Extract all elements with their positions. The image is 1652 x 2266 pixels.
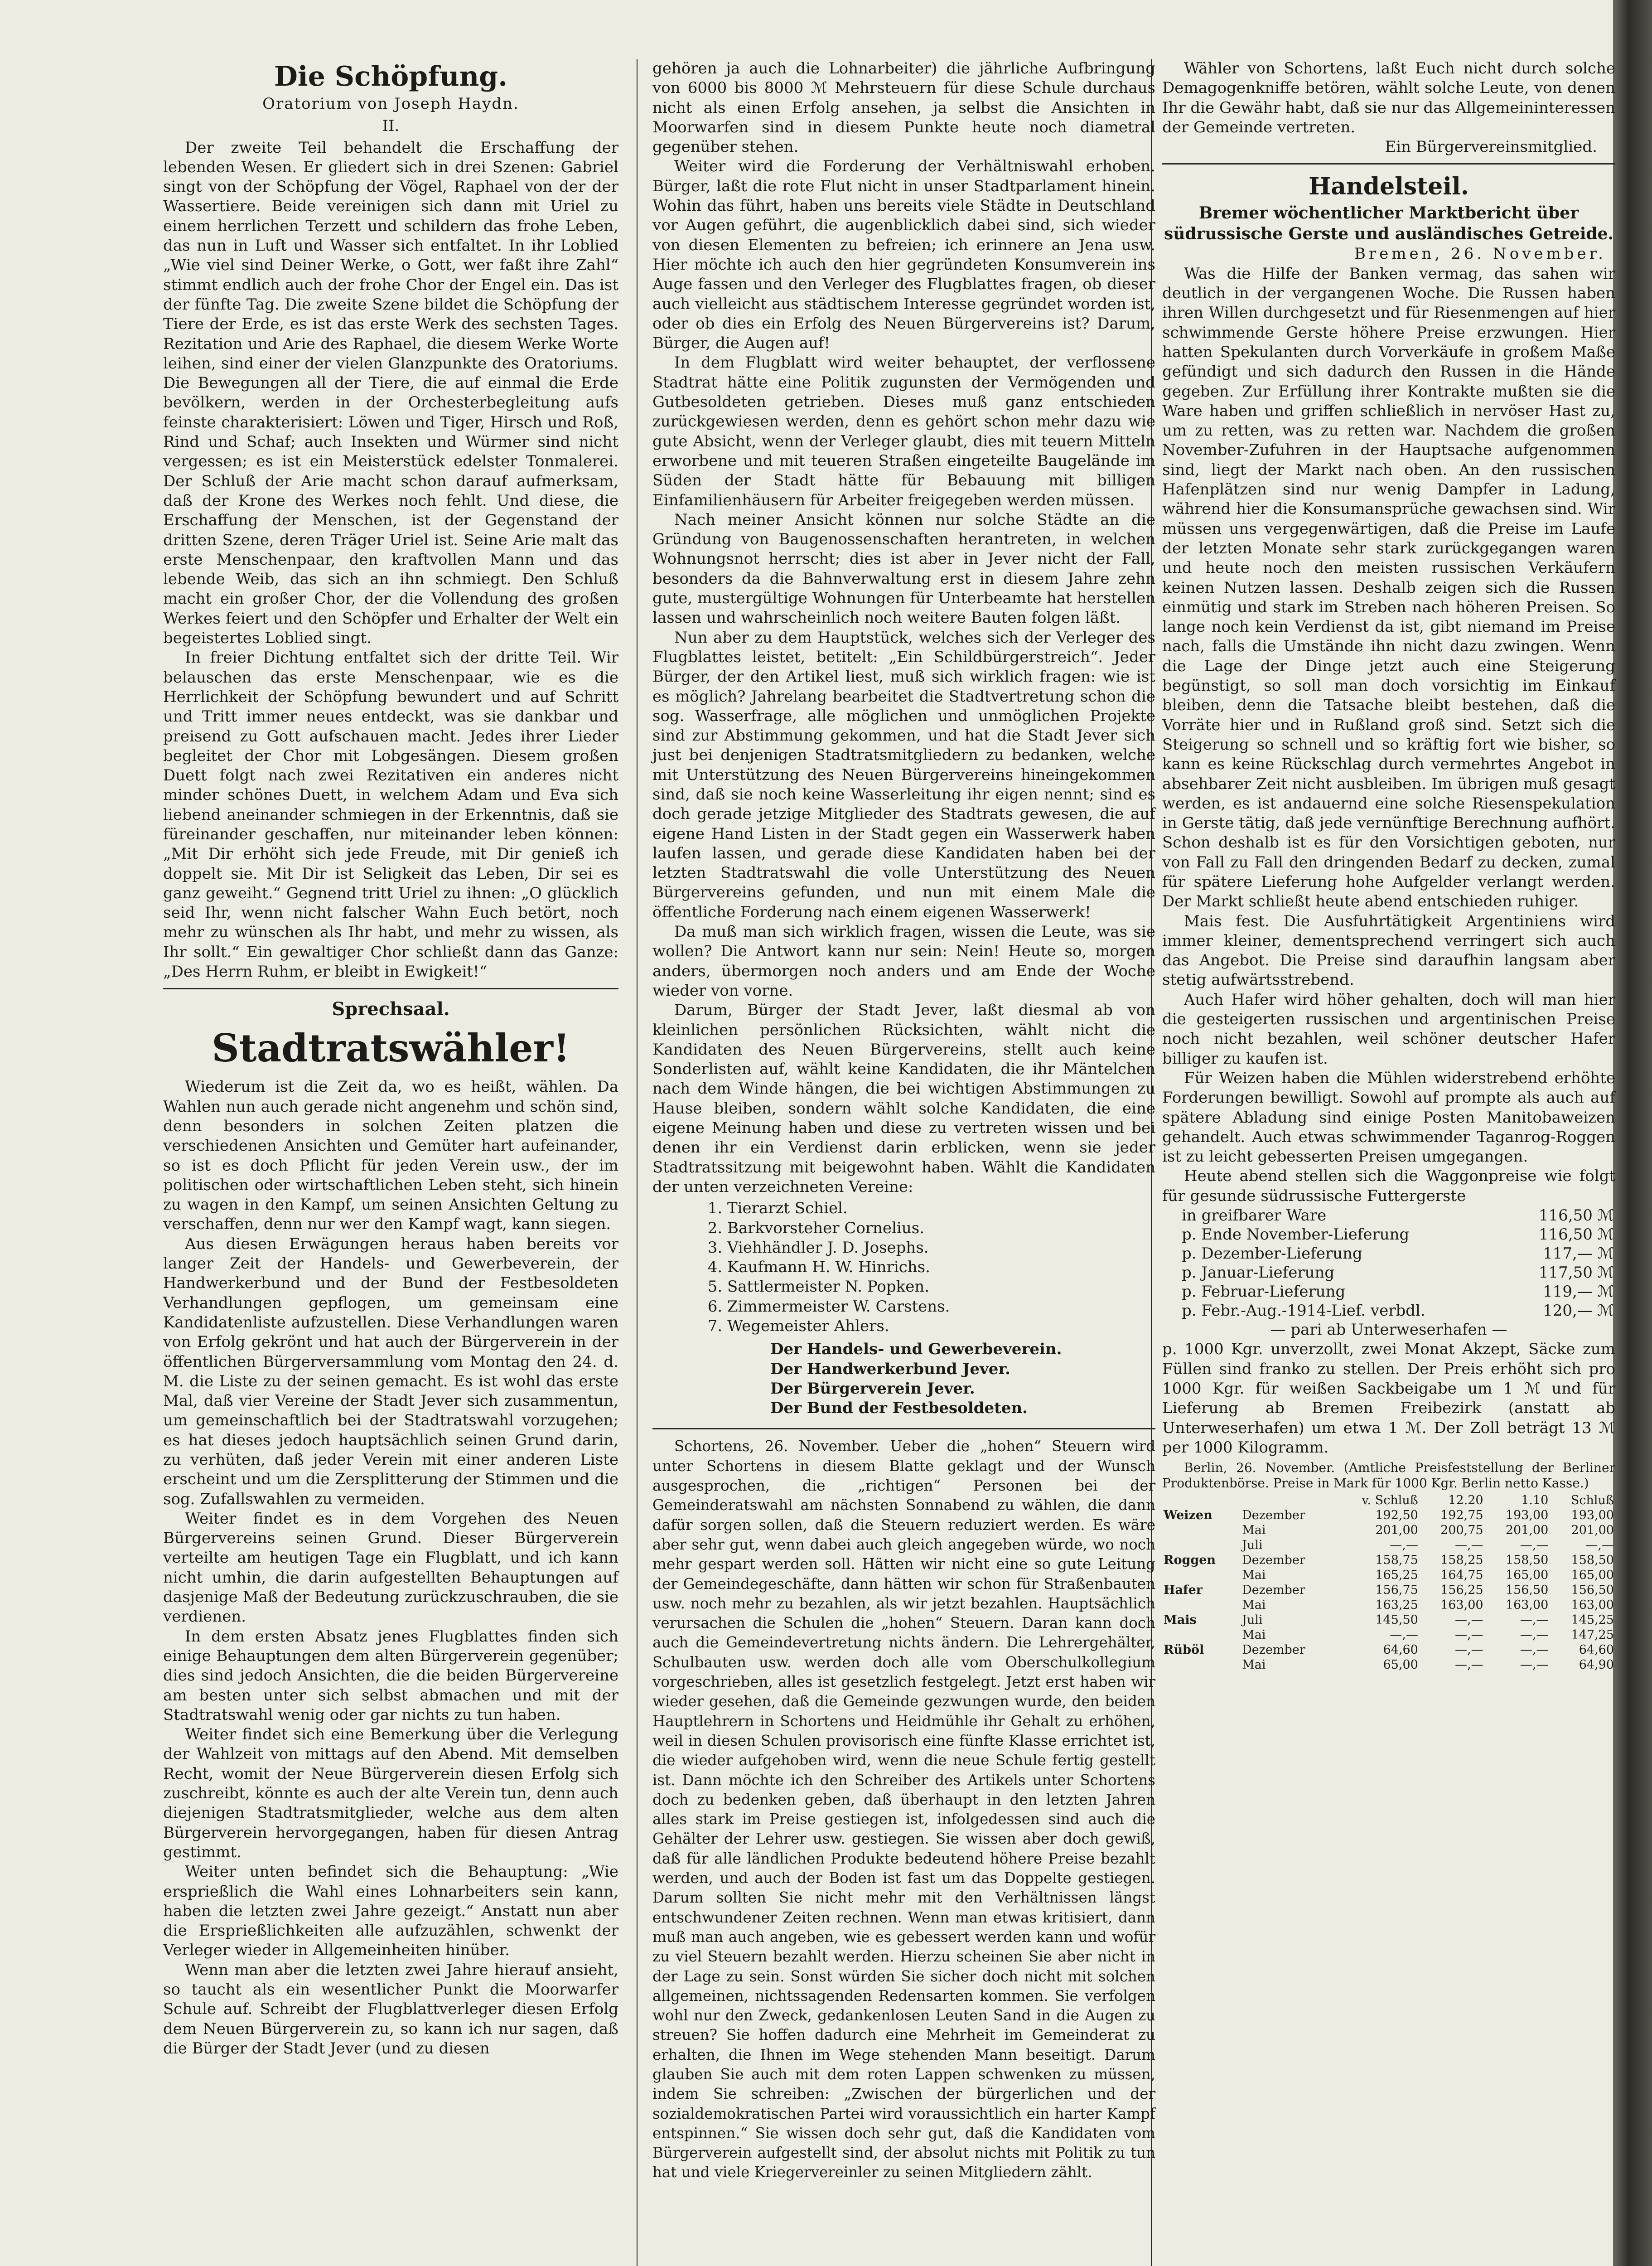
section-title-sprechsaal: Sprechsaal. <box>332 998 450 1020</box>
column-3 <box>1162 59 1615 1672</box>
price-cell: 147,25 <box>1571 1628 1614 1642</box>
column-rule-left <box>637 59 638 2266</box>
price-cell: —,— <box>1455 1628 1483 1642</box>
paragraph: Heute abend stellen sich die Waggonpreise wie folgt für gesunde südrussische Futtergerste <box>1162 1167 1615 1205</box>
commodity <box>1162 1627 1241 1642</box>
price-label: p. Dezember-Lieferung <box>1182 1244 1362 1263</box>
list-item: 1. Tierarzt Schiel. <box>727 1199 1155 1218</box>
commodity: Rüböl <box>1164 1643 1204 1657</box>
table-row <box>1162 1583 1615 1598</box>
price-cell: 165,00 <box>1571 1568 1614 1583</box>
price-label: p. Februar-Lieferung <box>1182 1283 1346 1301</box>
paragraph: Weiter unten befindet sich die Behauptung: „Wie ersprießlich die Wahl eines Lohnarbeiters sein kann, haben die letzten zwei Jahre gezeigt.“ Anstatt nun aber die Ersprießlichkeiten alle aufzuzählen, schwenkt der Verleger wieder in Allgemeinheiten hinüber. <box>163 1863 618 1960</box>
paragraph: Aus diesen Erwägungen heraus haben bereits vor langer Zeit der Handels- und Gewerbeverein, der Handwerkerbund und der Bund der Festbesoldeten Verhandlungen gepflogen, um gemeinsam eine Kandidatenliste aufzustellen. Diese Verhandlungen waren von Erfolg gekrönt und hat auch der Bürgerverein in der öffentlichen Bürgerversammlung vom Montag den 24. d. M. die Liste zu der seinen gemacht. Es ist wohl das erste Mal, daß vier Vereine der Stadt Jever sich zusammentun, um gemeinschaftlich bei der Stadtratswahl vorzugehen; es hat dieses jedoch hauptsächlich seinen Grund darin, zu verhüten, daß jeder Verein mit einer anderen Liste erscheint und um die Zersplitterung der Stimmen und die sog. Zufallswahlen zu vermeiden. <box>163 1235 618 1508</box>
commodity: Hafer <box>1164 1583 1203 1598</box>
table-row <box>1180 1263 1615 1282</box>
price-cell: —,— <box>1520 1643 1549 1657</box>
signatory-block <box>770 1340 1155 1418</box>
price-cell: 158,50 <box>1571 1553 1614 1568</box>
price-cell: —,— <box>1455 1658 1483 1672</box>
price-value: 120,— ℳ <box>1543 1302 1614 1320</box>
price-cell: 64,60 <box>1579 1643 1614 1657</box>
price-cell: 156,50 <box>1505 1583 1549 1598</box>
table-row <box>1162 1657 1615 1672</box>
month: Dezember <box>1242 1553 1305 1568</box>
page-edge-shadow <box>1613 0 1652 2266</box>
price-cell: —,— <box>1520 1628 1549 1642</box>
price-cell: 164,75 <box>1440 1568 1483 1583</box>
paragraph: gehören ja auch die Lohnarbeiter) die jährliche Aufbringung von 6000 bis 8000 ℳ Mehrsteuern für diese Schule durchaus nicht als einen Erfolg ansehen, ja selbst die Ansichten in Moorwarfen sind in diesem Punkte heute noch diametral gegenüber stehen. <box>652 59 1155 156</box>
signature: Ein Bürgervereinsmitglied. <box>1385 138 1597 156</box>
price-cell: —,— <box>1585 1538 1614 1553</box>
table-row <box>1180 1206 1615 1225</box>
price-cell: 201,00 <box>1375 1523 1418 1538</box>
price-cell: 158,50 <box>1505 1553 1549 1568</box>
list-item: 5. Sattlermeister N. Popken. <box>727 1277 1155 1297</box>
price-cell: 193,00 <box>1505 1508 1549 1523</box>
table-row <box>1180 1301 1615 1320</box>
berlin-price-table <box>1162 1493 1615 1672</box>
price-value: 116,50 ℳ <box>1538 1225 1614 1244</box>
price-cell: 156,50 <box>1571 1583 1614 1598</box>
list-item: 4. Kaufmann H. W. Hinrichs. <box>727 1258 1155 1277</box>
price-cell: 64,60 <box>1383 1643 1418 1657</box>
price-label: p. Febr.-Aug.-1914-Lief. verbdl. <box>1182 1302 1425 1320</box>
price-cell: —,— <box>1520 1538 1549 1553</box>
paragraph: In freier Dichtung entfaltet sich der dritte Teil. Wir belauschen das erste Menschenpaar, wie es die Herrlichkeit der Schöpfung bewundert und auf Schritt und Tritt immer neues entdeckt, was sie dankbar und preisend zu Gott aufschauen macht. Jedes ihrer Lieder begleitet der Chor mit Lobgesängen. Diesem großen Duett folgt nach zwei Rezitativen ein anderes nicht minder schönes Duett, in welchem Adam und Eva sich liebend aneinander schmiegen in der Erkenntnis, daß sie füreinander geschaffen, nur miteinander leben können: „Mit Dir erhöht sich jede Freude, mit Dir genieß ich doppelt sie. Mit Dir ist Seligkeit das Leben, Dir sei es ganz geweiht.“ Gegnend tritt Uriel zu ihnen: „O glücklich seid Ihr, wenn nicht falscher Wahn Euch betört, noch mehr zu wünschen als Ihr habt, und mehr zu wissen, als Ihr sollt.“ Ein gewaltiger Chor schließt dann das Ganze: „Des Herrn Ruhm, er bleibt in Ewigkeit!“ <box>163 649 618 981</box>
price-cell: 165,25 <box>1375 1568 1418 1583</box>
month: Mai <box>1242 1628 1266 1642</box>
price-label: p. Ende November-Lieferung <box>1182 1225 1410 1244</box>
paragraph: Da muß man sich wirklich fragen, wissen die Leute, was sie wollen? Die Antwort kann nur sein: Nein! Heute so, morgen anders, übermorgen noch anders und am Ende der Woche wieder von vorne. <box>652 923 1155 1000</box>
commodity: Weizen <box>1164 1508 1212 1523</box>
price-cell: —,— <box>1390 1628 1418 1642</box>
paragraph: Weiter findet sich eine Bemerkung über die Verlegung der Wahlzeit von mittags auf den Abend. Mit demselben Recht, womit der Neue Bürgerverein diesen Erfolg sich zuschreibt, könnte es auch der alte Verein tun, denn auch diejenigen Stadtratsmitglieder, welche aus dem alten Bürgerverein hervorgegangen, haben für diesen Antrag gestimmt. <box>163 1725 618 1861</box>
column-header: 12.20 <box>1448 1493 1483 1508</box>
column-1 <box>163 59 618 2058</box>
list-item: 2. Barkvorsteher Cornelius. <box>727 1219 1155 1238</box>
table-row <box>1180 1282 1615 1301</box>
table-row <box>1162 1627 1615 1642</box>
month: Juli <box>1242 1613 1263 1627</box>
price-cell: 163,00 <box>1440 1598 1483 1612</box>
price-cell: —,— <box>1455 1613 1483 1627</box>
paragraph: Nach meiner Ansicht können nur solche Städte an die Gründung von Baugenossenschaften herantreten, in welchen Wohnungsnot herrscht; dies ist aber in Jever nicht der Fall, besonders da die Bahnverwaltung erst in diesem Jahre zehn gute, mustergültige Wohnungen für Unterbeamte hat herstellen lassen und wahrscheinlich noch weitere Bauten folgen läßt. <box>652 510 1155 627</box>
price-cell: —,— <box>1455 1538 1483 1553</box>
paragraph: p. 1000 Kgr. unverzollt, zwei Monat Akzept, Säcke zum Füllen sind franko zu stellen. Der Preis erhöht sich pro 1000 Kgr. für weißen Sackbeigabe um 1 ℳ und für Lieferung ab Bremen Freibezirk (anstatt ab Unterweserhafen) um etwa 1 ℳ. Der Zoll beträgt 13 ℳ per 1000 Kilogramm. <box>1162 1340 1615 1457</box>
candidate-list <box>727 1199 1155 1336</box>
table-row <box>1180 1225 1615 1244</box>
paragraph: In dem Flugblatt wird weiter behauptet, der verflossene Stadtrat hätte eine Politik zugunsten der Vermögenden und Gutbesoldeten getrieben. Dieses muß ganz entschieden zurückgewiesen werden, denn es gehört schon mehr dazu wie gute Absicht, wenn der Verleger glaubt, dies mit teuern Mitteln erworbene und mit teueren Straßen eingeteilte Baugelände im Süden der Stadt hätte für Bebauung mit billigen Einfamilienhäusern für Arbeiter freigegeben werden müssen. <box>652 353 1155 509</box>
price-cell: 163,00 <box>1505 1598 1549 1612</box>
paragraph: Der zweite Teil behandelt die Erschaffung der lebenden Wesen. Er gliedert sich in drei Szenen: Gabriel singt von der Schöpfung der Vögel, Raphael von der der Wassertiere. Beide vereinigen sich dann mit Uriel zu einem herrlichen Terzett und schildern das frohe Leben, das nun in Luft und Wasser sich entfaltet. In ihr Loblied „Wie viel sind Deiner Werke, o Gott, wer faßt ihre Zahl“ stimmt endlich auch der frohe Chor der Engel ein. Das ist der fünfte Tag. Die zweite Szene bildet die Schöpfung der Tiere der Erde, es ist das erste Werk des sechsten Tages. Rezitation und Arie des Raphael, die diesem Werke Worte leihen, sind einer der vielen Glanzpunkte des Oratoriums. Die Bewegungen all der Tiere, die auf einmal die Erde bevölkern, werden in der Orchesterbegleitung aufs feinste charakterisiert: Löwen und Tiger, Hirsch und Roß, Rind und Schaf; auch Insekten und Würmer sind nicht vergessen; es ist ein Meisterstück edelster Tonmalerei. Der Schluß der Arie macht schon darauf aufmerksam, daß der Krone des Werkes noch fehlt. Und diese, die Erschaffung der Menschen, ist der Gegenstand der dritten Szene, deren Träger Uriel ist. Seine Arie malt das erste Menschenpaar, den kraftvollen Mann und das lebende Weib, das sich an ihn schmiegt. Den Schluß macht ein großer Chor, der die Vollendung des großen Werkes feiert und den Schöpfer und Erhalter der Welt ein begeistertes Loblied singt. <box>163 138 618 648</box>
commodity <box>1162 1538 1241 1553</box>
price-cell: 165,00 <box>1505 1568 1549 1583</box>
price-cell: —,— <box>1455 1643 1483 1657</box>
price-value: 117,— ℳ <box>1543 1244 1614 1263</box>
list-item: 3. Viehhändler J. D. Josephs. <box>727 1238 1155 1258</box>
month: Dezember <box>1242 1643 1305 1657</box>
section-title-handelsteil: Handelsteil. <box>1309 173 1469 201</box>
month: Dezember <box>1242 1508 1305 1523</box>
month: Mai <box>1242 1523 1266 1538</box>
paragraph: Auch Hafer wird höher gehalten, doch will man hier die gesteigerten russischen und argentinischen Preise noch nicht bezahlen, weil schöner deutscher Hafer billiger zu kaufen ist. <box>1162 990 1615 1068</box>
section-divider <box>163 988 618 989</box>
price-cell: 201,00 <box>1505 1523 1549 1538</box>
table-header-row <box>1162 1493 1615 1508</box>
price-cell: —,— <box>1520 1613 1549 1627</box>
paragraph: In dem ersten Absatz jenes Flugblattes finden sich einige Behauptungen dem alten Bürgerverein gegenüber; dies sind jedoch Ansichten, die die beiden Bürgervereine am besten unter sich selbst abmachen und mit der Stadtratswahl wenig oder gar nichts zu tun haben. <box>163 1627 618 1724</box>
paragraph: Was die Hilfe der Banken vermag, das sahen wir deutlich in der vergangenen Woche. Die Russen haben ihren Willen durchgesetzt und für Riesenmengen auf hier schwimmende Gerste höhere Preise erzwungen. Hier hatten Spekulanten durch Vorverkäufe in großem Maße gefündigt und sich dadurch den Russen in die Hände gegeben. Zur Erfüllung ihrer Kontrakte mußten sie die Ware haben und griffen schließlich in nervöser Hast zu, um zu retten, was zu retten war. Nachdem die großen November-Zufuhren in der Hauptsache aufgenommen sind, liegt der Markt nach oben. An den russischen Hafenplätzen sind nur wenig Dampfer in Ladung, während hier die Konsumansprüche gewachsen sind. Wir müssen uns vergegenwärtigen, daß die Preise im Laufe der letzten Monate sehr stark zurückgegangen waren und heute noch den meisten russischen Verkäufern keinen Nutzen lassen. Deshalb zeigen sich die Russen einmütig und stark im Streben nach höheren Preisen. So lange noch kein Verdienst da ist, gibt niemand im Preise nach, falls die Umstände ihn nicht dazu zwingen. Wenn die Lage der Dinge jetzt auch eine Steigerung begünstigt, so soll man doch vorsichtig im Einkauf bleiben, denn die Tatsache bleibt bestehen, daß die Vorräte hier und in Rußland groß sind. Setzt sich die Steigerung so schnell und so kräftig fort wie bisher, so kann es keine Rückschlag durch vermehrtes Angebot in absehbarer Zeit nicht ausbleiben. Im übrigen muß gesagt werden, es ist andauernd eine solche Riesenspekulation in Gerste tätig, daß jede vernünftige Berechnung aufhört. Schon deshalb ist es für den Vorsichtigen geboten, nur von Fall zu Fall den dringenden Bedarf zu decken, zumal für spätere Lieferung hohe Aufgelder verlangt werden. Der Markt schließt heute abend entschieden ruhiger. <box>1162 264 1615 911</box>
price-cell: 145,50 <box>1375 1613 1418 1627</box>
column-2 <box>652 59 1155 2183</box>
price-value: 116,50 ℳ <box>1538 1206 1614 1225</box>
column-header: v. Schluß <box>1362 1493 1418 1508</box>
table-row <box>1162 1568 1615 1583</box>
month: Mai <box>1242 1658 1266 1672</box>
paragraph: Schortens, 26. November. Ueber die „hohen“ Steuern wird unter Schortens in diesem Blatte geklagt und der Wunsch ausgesprochen, die „richtigen“ Personen bei der Gemeinderatswahl am nächsten Sonnabend zu wählen, die dann dafür sorgen sollen, daß die Steuern reduziert werden. Es wäre aber sehr gut, wenn dabei auch gleich angegeben würde, wo noch mehr gespart werden soll. Hätten wir nicht eine so gute Leitung der Gemeindegeschäfte, dann hätten wir schon für Straßenbauten usw. noch mehr zu bezahlen, als wir jetzt bezahlen. Hauptsächlich verursachen die Schulen die „hohen“ Steuern. Daran kann doch auch die Gemeindevertretung nichts ändern. Die Lehrergehälter, Schulbauten usw. werden doch alle vom Oberschulkollegium vorgeschrieben, alles ist gesetzlich festgelegt. Jetzt erst haben wir wieder gesehen, daß die Gemeinde gezwungen wurde, den beiden Hauptlehrern in Schortens und Heidmühle ihr Gehalt zu erhöhen, weil in diesen Schulen provisorisch eine fünfte Klasse errichtet ist, die wieder aufgehoben wird, wenn die neue Schule fertig gestellt ist. Dann möchte ich den Schreiber des Artikels unter Schortens doch zu bedenken geben, daß überhaupt in den letzten Jahren alles stark im Preise gestiegen ist, infolgedessen sind auch die Gehälter der Lehrer usw. gestiegen. Sie wissen aber doch gewiß, daß für alle ländlichen Produkte bedeutend höhere Preise bezahlt werden, und auch der Boden ist fast um das Doppelte gestiegen. Darum sollten Sie nicht mehr mit den Verhältnissen längst entschwundener Zeiten rechnen. Wenn man etwas kritisiert, dann muß man auch angeben, wie es gebessert werden kann und wofür zu viel Steuern bezahlt werden. Hierzu scheinen Sie aber nicht in der Lage zu sein. Sonst würden Sie sicher doch nicht mit solchen allgemeinen, nichtssagenden Redensarten kommen. Sie verfolgen wohl nur den Zweck, gedankenlosen Leuten Sand in die Augen zu streuen? Sie hoffen dadurch eine Mehrheit im Gemeinderat zu erhalten, die Ihnen im Wege stehenden Mann beseitigt. Darum glauben Sie auch mit dem roten Lappen schwenken zu müssen, indem Sie schreiben: „Zwischen der bürgerlichen und der sozialdemokratischen Partei wird voraussichtlich ein harter Kampf entspinnen.“ Sie wissen doch sehr gut, daß die Kandidaten vom Bürgerverein aufgestellt sind, der absolut nichts mit Politik zu tun hat und viele Kriegervereinler zu seinen Mitgliedern zählt. <box>652 1438 1155 2181</box>
price-cell: 163,00 <box>1571 1598 1614 1612</box>
commodity <box>1162 1523 1241 1538</box>
price-cell: —,— <box>1520 1658 1549 1672</box>
paragraph: Nun aber zu dem Hauptstück, welches sich der Verleger des Flugblattes leistet, betitelt: „Ein Schildbürgerstreich“. Jeder Bürger, der den Artikel liest, muß sich wirklich fragen: wie ist es möglich? Jahrelang bearbeitet die Stadtvertretung schon die sog. Wasserfrage, alle möglichen und unmöglichen Projekte sind zur Abstimmung gekommen, und hat die Stadt Jever sich just bei denjenigen Stadtratsmitgliedern zu bedanken, welche mit Unterstützung des Neuen Bürgervereins hineingekommen sind, daß sie noch keine Wasserleitung ihr eigen nennt; sind es doch gerade jetzige Mitglieder des Stadtrats gewesen, die auf eigene Hand Listen in der Stadt gegen ein Wasserwerk haben laufen lassen, und gerade diese Kandidaten haben bei der letzten Stadtratswahl die volle Unterstützung des Neuen Bürgervereins gefunden, und nun mit einem Male die öffentliche Forderung nach einem eigenen Wasserwerk! <box>652 628 1155 921</box>
commodity: Roggen <box>1164 1553 1216 1568</box>
price-value: 119,— ℳ <box>1543 1283 1614 1301</box>
commodity <box>1162 1598 1241 1612</box>
price-value: 117,50 ℳ <box>1538 1264 1614 1282</box>
paragraph: Mais fest. Die Ausfuhrtätigkeit Argentiniens wird immer kleiner, dementsprechend verringert sich auch das Angebot. Die Preise sind daraufhin langsam aber stetig aufwärtsstrebend. <box>1162 912 1615 989</box>
list-item: 6. Zimmermeister W. Carstens. <box>727 1297 1155 1317</box>
paragraph: Wähler von Schortens, laßt Euch nicht durch solche Demagogenkniffe betören, wählt solche Leute, von denen Ihr die Gewähr habt, daß sie nur das Allgemeininteressen der Gemeinde vertreten. <box>1162 59 1615 136</box>
signatory: Der Bürgerverein Jever. <box>770 1379 975 1398</box>
article-subtitle: Oratorium von Joseph Haydn. <box>262 95 519 113</box>
paragraph: Für Weizen haben die Mühlen widerstrebend erhöhte Forderungen bewilligt. Sowohl auf prompte als auch auf spätere Abladung sind einige Posten Manitobaweizen gehandelt. Auch etwas schwimmender Taganrog-Roggen ist zu leicht gebesserten Preisen umgegangen. <box>1162 1069 1615 1166</box>
month: Mai <box>1242 1598 1266 1612</box>
commodity <box>1162 1568 1241 1583</box>
price-cell: 158,75 <box>1375 1553 1418 1568</box>
table-row <box>1162 1553 1615 1568</box>
price-cell: 156,25 <box>1440 1583 1483 1598</box>
commodity: Mais <box>1164 1613 1197 1627</box>
paragraph: Weiter wird die Forderung der Verhältniswahl erhoben. Bürger, laßt die rote Flut nicht in unser Stadtparlament hinein. Wohin das führt, haben uns bereits viele Städte in Deutschland vor Augen geführt, die augenblicklich dabei sind, sich wieder von diesen Elementen zu befreien; ich erinnere an Jena usw. Hier möchte ich auch den hier gegründeten Konsumverein ins Auge fassen und den Verleger des Flugblattes fragen, ob dieser auch vielleicht aus städtischem Interesse gegründet worden ist, oder ob dies ein Erfolg des Neuen Bürgervereins ist? Darum, Bürger, die Augen auf! <box>652 157 1155 353</box>
table-row <box>1162 1598 1615 1612</box>
dateline: Bremen, 26. November. <box>1354 245 1606 263</box>
table-row <box>1162 1642 1615 1657</box>
price-cell: 158,25 <box>1440 1553 1483 1568</box>
column-header: Schluß <box>1570 1493 1614 1508</box>
commodity <box>1162 1657 1241 1672</box>
month: Mai <box>1242 1568 1266 1583</box>
signatory: Der Bund der Festbesoldeten. <box>770 1399 1028 1418</box>
column-header: 1.10 <box>1521 1493 1549 1508</box>
barley-price-table <box>1180 1206 1615 1320</box>
price-cell: 192,50 <box>1375 1508 1418 1523</box>
table-row <box>1162 1612 1615 1627</box>
price-cell: 193,00 <box>1571 1508 1614 1523</box>
price-cell: —,— <box>1390 1538 1418 1553</box>
price-cell: 200,75 <box>1440 1523 1483 1538</box>
price-cell: 163,25 <box>1375 1598 1418 1612</box>
price-footer: — pari ab Unterweserhafen — <box>1270 1321 1507 1339</box>
article-title-schoepfung: Die Schöpfung. <box>274 61 508 92</box>
signatory: Der Handwerkerbund Jever. <box>770 1360 1010 1378</box>
price-cell: 65,00 <box>1383 1658 1418 1672</box>
list-item: 7. Wegemeister Ahlers. <box>727 1317 1155 1336</box>
table-row <box>1162 1523 1615 1538</box>
price-cell: 192,75 <box>1440 1508 1483 1523</box>
month: Dezember <box>1242 1583 1305 1598</box>
paragraph: Darum, Bürger der Stadt Jever, laßt diesmal ab von kleinlichen persönlichen Rücksichten, wählt nicht die Kandidaten des Neuen Bürgervereins, stellt auch keine Sonderlisten auf, wählt keine Kandidaten, die ihr Mäntelchen nach dem Winde hängen, die bei wichtigen Abstimmungen zu Hause bleiben, sondern wählt solche Kandidaten, die eine eigene Meinung haben und diese zu vertreten wissen und bei denen ihr ein Verdienst darin erblicken, wenn sie jeder Stadtratssitzung mit beigewohnt haben. Wählt die Kandidaten der unten verzeichneten Vereine: <box>652 1001 1155 1196</box>
section-divider <box>1162 163 1615 165</box>
paragraph: Wiederum ist die Zeit da, wo es heißt, wählen. Da Wahlen nun auch gerade nicht angenehm und schön sind, denn besonders in solchen Zeiten platzen die verschiedenen Ansichten und Gemüter hart aufeinander, so ist es doch Pflicht für jeden Verein usw., der im politischen oder wirtschaftlichen Leben steht, sich hinein zu wagen in den Kampf, um seinen Ansichten Geltung zu verschaffen, denn nur wer den Kampf wagt, kann siegen. <box>163 1078 618 1234</box>
price-cell: 156,75 <box>1375 1583 1418 1598</box>
price-label: in greifbarer Ware <box>1182 1206 1327 1225</box>
signatory: Der Handels- und Gewerbeverein. <box>770 1340 1062 1359</box>
table-row <box>1180 1244 1615 1263</box>
price-cell: 64,90 <box>1579 1658 1614 1672</box>
month: Juli <box>1242 1538 1263 1553</box>
article-part: II. <box>382 117 400 136</box>
market-report-title: Bremer wöchentlicher Marktbericht über südrussische Gerste und ausländisches Getreide. <box>1164 203 1614 244</box>
price-label: p. Januar-Lieferung <box>1182 1264 1335 1282</box>
section-divider <box>652 1428 1155 1429</box>
paragraph: Wenn man aber die letzten zwei Jahre hierauf ansieht, so taucht als ein wesentlicher Punkt die Moorwarfer Schule auf. Schreibt der Flugblattverleger diesen Erfolg dem Neuen Bürgerverein zu, so kann ich nur sagen, daß die Bürger der Stadt Jever (und zu diesen <box>163 1961 618 2058</box>
price-cell: 201,00 <box>1571 1523 1614 1538</box>
article-title-stadtratswaehler: Stadtratswähler! <box>212 1026 570 1071</box>
table-row <box>1162 1508 1615 1523</box>
price-cell: 145,25 <box>1571 1613 1614 1627</box>
paragraph: Weiter findet es in dem Vorgehen des Neuen Bürgervereins seinen Grund. Dieser Bürgerverein verteilte am heutigen Tage ein Flugblatt, und ich kann nicht umhin, die darin aufgestellten Behauptungen auf dasjenige Maß der Bedeutung zurückzuschrauben, die sie verdienen. <box>163 1509 618 1626</box>
table-row <box>1162 1538 1615 1553</box>
berlin-heading: Berlin, 26. November. (Amtliche Preisfeststellung der Berliner Produktenbörse. Preise in Mark für 1000 Kgr. Berlin netto Kasse.) <box>1162 1460 1615 1491</box>
